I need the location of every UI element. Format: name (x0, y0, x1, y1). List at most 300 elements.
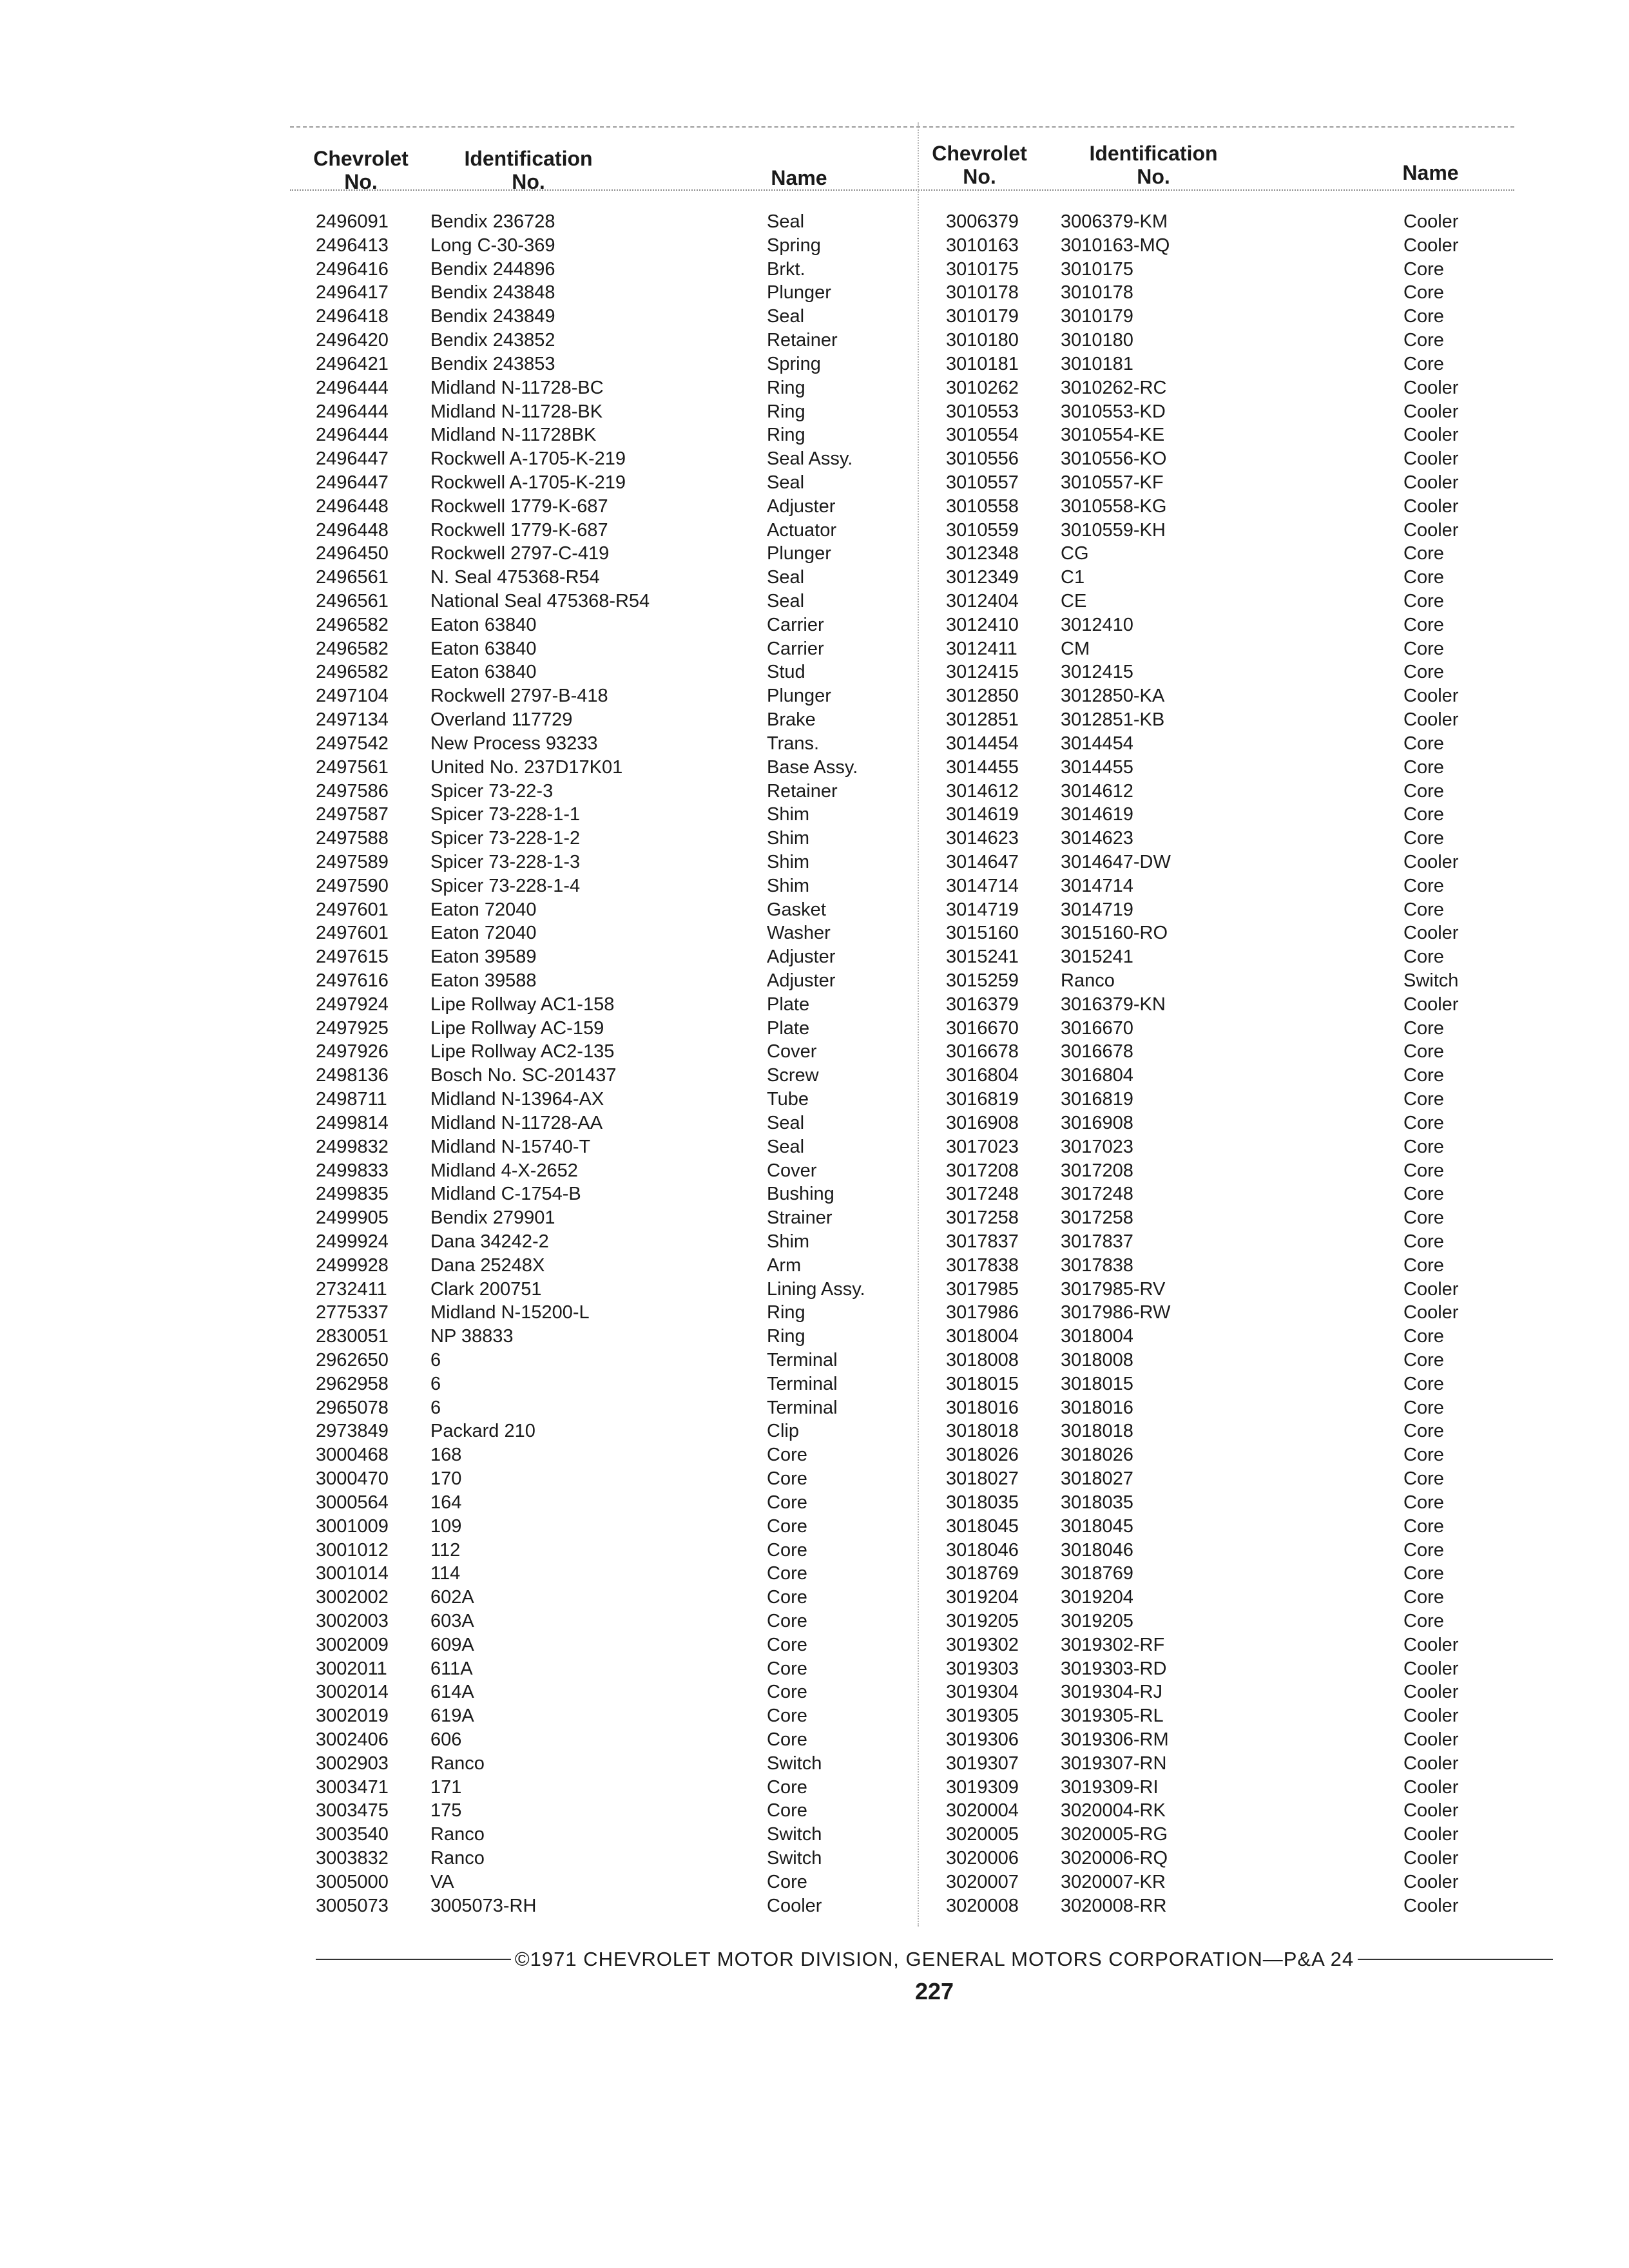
identification-no: 6 (430, 1397, 441, 1418)
part-name: Core (1403, 1397, 1444, 1418)
table-row (946, 1396, 1526, 1420)
chevrolet-no: 3002009 (316, 1634, 389, 1655)
identification-no: Spicer 73-228-1-3 (430, 851, 581, 872)
identification-no: 164 (430, 1492, 462, 1513)
chevrolet-no: 2499924 (316, 1231, 389, 1252)
identification-no: CM (1061, 638, 1090, 659)
part-name: Core (1403, 1350, 1444, 1370)
part-name: Bushing (767, 1184, 834, 1205)
identification-no: 3018015 (1061, 1373, 1133, 1394)
chevrolet-no: 3001009 (316, 1515, 389, 1537)
table-row (946, 519, 1526, 543)
table-row (316, 1633, 896, 1657)
part-name: Shim (767, 875, 810, 896)
right-header-identification-no: Identification No. (1089, 142, 1218, 188)
table-row (316, 827, 896, 850)
part-name: Seal Assy. (767, 448, 853, 470)
chevrolet-no: 3006379 (946, 211, 1019, 232)
chevrolet-no: 3017248 (946, 1184, 1019, 1205)
chevrolet-no: 3016678 (946, 1041, 1019, 1062)
table-row (316, 305, 896, 329)
part-name: Core (1403, 1041, 1444, 1062)
chevrolet-no: 2496420 (316, 330, 389, 351)
table-row (946, 732, 1526, 756)
identification-no: Rockwell A-1705-K-219 (430, 472, 626, 493)
table-row (316, 1017, 896, 1041)
table-row (946, 1064, 1526, 1088)
identification-no: 3010262-RC (1061, 377, 1167, 398)
table-row (946, 329, 1526, 352)
chevrolet-no: 3018008 (946, 1350, 1019, 1370)
part-name: Cooler (1403, 448, 1459, 470)
part-name: Plunger (767, 686, 831, 707)
identification-no: 175 (430, 1800, 462, 1821)
identification-no: Eaton 39588 (430, 970, 537, 991)
identification-no: Rockwell 2797-B-418 (430, 686, 608, 707)
part-name: Switch (1403, 970, 1459, 991)
table-row (946, 376, 1526, 400)
identification-no: 3019302-RF (1061, 1634, 1165, 1655)
chevrolet-no: 2497590 (316, 875, 389, 896)
right-header-name: Name (1402, 161, 1459, 184)
part-name: Cover (767, 1041, 817, 1062)
part-name: Cooler (1403, 1729, 1459, 1750)
table-row (946, 1728, 1526, 1752)
part-name: Cooler (1403, 401, 1459, 422)
identification-no: 3020006-RQ (1061, 1848, 1168, 1869)
chevrolet-no: 3012348 (946, 543, 1019, 564)
chevrolet-no: 3014714 (946, 875, 1019, 896)
chevrolet-no: 3000564 (316, 1492, 389, 1513)
part-name: Core (1403, 1515, 1444, 1537)
chevrolet-no: 3000470 (316, 1468, 389, 1490)
table-row (946, 1182, 1526, 1206)
part-name: Core (767, 1539, 807, 1561)
identification-no: 3014454 (1061, 733, 1133, 754)
part-name: Cooler (1403, 519, 1459, 541)
table-row (316, 590, 896, 613)
part-name: Core (767, 1658, 807, 1679)
identification-no: 3019307-RN (1061, 1753, 1167, 1774)
identification-no: 3010180 (1061, 330, 1133, 351)
part-name: Cooler (1403, 495, 1459, 517)
chevrolet-no: 2497616 (316, 970, 389, 991)
table-row (946, 1847, 1526, 1870)
identification-no: 3019204 (1061, 1587, 1133, 1608)
chevrolet-no: 2775337 (316, 1302, 389, 1323)
part-name: Core (1403, 662, 1444, 683)
part-name: Core (1403, 638, 1444, 659)
chevrolet-no: 2497586 (316, 780, 389, 802)
identification-no: New Process 93233 (430, 733, 598, 754)
chevrolet-no: 3018046 (946, 1539, 1019, 1561)
identification-no: Rockwell 1779-K-687 (430, 495, 608, 517)
footer-copyright: ©1971 CHEVROLET MOTOR DIVISION, GENERAL MOTORS CORPORATION—P&A 24 (514, 1948, 1354, 1970)
part-name: Core (1403, 1184, 1444, 1205)
table-row (316, 1111, 896, 1135)
chevrolet-no: 3012850 (946, 686, 1019, 707)
chevrolet-no: 3019306 (946, 1729, 1019, 1750)
table-row (316, 874, 896, 898)
identification-no: 611A (430, 1658, 473, 1679)
chevrolet-no: 3002003 (316, 1610, 389, 1631)
table-row (946, 660, 1526, 684)
identification-no: 3010557-KF (1061, 472, 1164, 493)
table-row (946, 423, 1526, 447)
table-row (946, 1680, 1526, 1704)
part-name: Core (1403, 756, 1444, 778)
table-row (316, 566, 896, 590)
identification-no: 3010558-KG (1061, 495, 1167, 517)
part-name: Core (767, 1800, 807, 1821)
identification-no: 3015160-RO (1061, 923, 1168, 944)
identification-no: 3019305-RL (1061, 1706, 1164, 1727)
table-row (946, 1278, 1526, 1302)
part-name: Core (1403, 1136, 1444, 1157)
identification-no: 3010179 (1061, 306, 1133, 327)
table-row (316, 945, 896, 969)
table-row (946, 495, 1526, 519)
part-name: Switch (767, 1848, 822, 1869)
table-row (316, 1064, 896, 1088)
part-name: Clip (767, 1421, 799, 1442)
chevrolet-no: 3003540 (316, 1824, 389, 1845)
identification-no: Spicer 73-228-1-4 (430, 875, 581, 896)
chevrolet-no: 3019204 (946, 1587, 1019, 1608)
identification-no: Midland N-13964-AX (430, 1089, 604, 1110)
chevrolet-no: 2496447 (316, 448, 389, 470)
chevrolet-no: 3012411 (946, 638, 1017, 659)
part-name: Core (1403, 1373, 1444, 1394)
part-name: Core (1403, 258, 1444, 280)
chevrolet-no: 2496091 (316, 211, 389, 232)
table-row (946, 471, 1526, 495)
part-name: Seal (767, 1136, 805, 1157)
part-name: Core (1403, 733, 1444, 754)
table-row (946, 1017, 1526, 1041)
identification-no: 3015241 (1061, 947, 1133, 968)
chevrolet-no: 3010558 (946, 495, 1019, 517)
chevrolet-no: 3010180 (946, 330, 1019, 351)
identification-no: National Seal 475368-R54 (430, 591, 650, 611)
identification-no: Eaton 63840 (430, 614, 537, 635)
table-row (316, 1419, 896, 1443)
chevrolet-no: 3019305 (946, 1706, 1019, 1727)
table-row (946, 566, 1526, 590)
part-name: Core (1403, 1539, 1444, 1561)
identification-no: 3020008-RR (1061, 1895, 1167, 1916)
chevrolet-no: 2499814 (316, 1112, 389, 1133)
chevrolet-no: 3017208 (946, 1160, 1019, 1181)
identification-no: 3018769 (1061, 1563, 1133, 1584)
table-row (946, 1254, 1526, 1278)
part-name: Cooler (1403, 472, 1459, 493)
part-name: Adjuster (767, 970, 836, 991)
table-row (316, 281, 896, 305)
identification-no: 3018016 (1061, 1397, 1133, 1418)
chevrolet-no: 2496421 (316, 353, 389, 374)
part-name: Core (1403, 1610, 1444, 1631)
chevrolet-no: 2499905 (316, 1207, 389, 1229)
part-name: Core (1403, 1089, 1444, 1110)
chevrolet-no: 2973849 (316, 1421, 389, 1442)
chevrolet-no: 2496447 (316, 472, 389, 493)
chevrolet-no: 2496444 (316, 377, 389, 398)
identification-no: 602A (430, 1587, 474, 1608)
table-row (316, 471, 896, 495)
table-row (316, 1799, 896, 1823)
identification-no: Midland C-1754-B (430, 1184, 581, 1205)
part-name: Core (767, 1871, 807, 1892)
part-name: Switch (767, 1824, 822, 1845)
chevrolet-no: 3014454 (946, 733, 1019, 754)
part-name: Core (767, 1776, 807, 1798)
part-name: Cooler (1403, 1706, 1459, 1727)
identification-no: 3010559-KH (1061, 519, 1166, 541)
table-row (946, 258, 1526, 282)
chevrolet-no: 3014647 (946, 851, 1019, 872)
table-row (946, 874, 1526, 898)
table-row (946, 1823, 1526, 1847)
part-name: Cooler (1403, 1302, 1459, 1323)
part-name: Plunger (767, 543, 831, 564)
part-name: Core (1403, 1468, 1444, 1490)
identification-no: 3019303-RD (1061, 1658, 1167, 1679)
identification-no: Rockwell 1779-K-687 (430, 519, 608, 541)
identification-no: Bendix 244896 (430, 258, 555, 280)
right-parts-table (946, 210, 1526, 1918)
table-row (316, 400, 896, 424)
part-name: Cooler (1403, 1800, 1459, 1821)
chevrolet-no: 3012415 (946, 662, 1019, 683)
table-row (316, 756, 896, 780)
table-row (316, 1159, 896, 1183)
part-name: Spring (767, 353, 821, 374)
part-name: Shim (767, 804, 810, 825)
chevrolet-no: 3019303 (946, 1658, 1019, 1679)
identification-no: Clark 200751 (430, 1278, 542, 1300)
part-name: Switch (767, 1753, 822, 1774)
table-row (316, 1870, 896, 1894)
part-name: Terminal (767, 1397, 838, 1418)
part-name: Cooler (1403, 1753, 1459, 1774)
chevrolet-no: 2497104 (316, 686, 389, 707)
chevrolet-no: 2498136 (316, 1065, 389, 1086)
identification-no: 3005073-RH (430, 1895, 537, 1916)
part-name: Seal (767, 1112, 805, 1133)
table-row (946, 684, 1526, 708)
table-row (946, 1752, 1526, 1776)
part-name: Ring (767, 401, 805, 422)
identification-no: Bendix 236728 (430, 211, 555, 232)
part-name: Cooler (1403, 686, 1459, 707)
chevrolet-no: 2732411 (316, 1278, 387, 1300)
chevrolet-no: 2496413 (316, 235, 389, 256)
table-row (316, 542, 896, 566)
table-row (316, 1776, 896, 1800)
left-header-identification-no: Identification No. (464, 147, 593, 193)
identification-no: 3019205 (1061, 1610, 1133, 1631)
chevrolet-no: 2499835 (316, 1184, 389, 1205)
chevrolet-no: 3002406 (316, 1729, 389, 1750)
table-row (946, 827, 1526, 850)
identification-no: Lipe Rollway AC1-158 (430, 994, 615, 1015)
identification-no: 171 (430, 1776, 462, 1798)
chevrolet-no: 3017985 (946, 1278, 1019, 1300)
chevrolet-no: 2497925 (316, 1017, 389, 1039)
part-name: Core (1403, 899, 1444, 920)
part-name: Adjuster (767, 495, 836, 517)
chevrolet-no: 2497588 (316, 828, 389, 849)
chevrolet-no: 2496448 (316, 519, 389, 541)
identification-no: 6 (430, 1350, 441, 1370)
column-separator (918, 122, 919, 1927)
identification-no: Bendix 243852 (430, 330, 555, 351)
part-name: Core (1403, 1492, 1444, 1513)
identification-no: 609A (430, 1634, 474, 1655)
identification-no: 3020005-RG (1061, 1824, 1168, 1845)
identification-no: 619A (430, 1706, 474, 1727)
chevrolet-no: 3016819 (946, 1089, 1019, 1110)
chevrolet-no: 3014719 (946, 899, 1019, 920)
part-name: Cooler (1403, 1848, 1459, 1869)
chevrolet-no: 3012410 (946, 614, 1019, 635)
chevrolet-no: 2497601 (316, 899, 389, 920)
table-row (946, 1491, 1526, 1515)
identification-no: Ranco (430, 1824, 485, 1845)
table-row (316, 803, 896, 827)
identification-no: 3018026 (1061, 1445, 1133, 1466)
part-name: Strainer (767, 1207, 833, 1229)
identification-no: C1 (1061, 567, 1085, 588)
chevrolet-no: 2965078 (316, 1397, 389, 1418)
identification-no: 3010553-KD (1061, 401, 1166, 422)
table-row (946, 1230, 1526, 1254)
table-row (946, 542, 1526, 566)
identification-no: 3019309-RI (1061, 1776, 1159, 1798)
identification-no: 3017838 (1061, 1254, 1133, 1276)
chevrolet-no: 2496582 (316, 614, 389, 635)
table-row (946, 1040, 1526, 1064)
chevrolet-no: 3018026 (946, 1445, 1019, 1466)
footer (316, 1948, 1553, 1971)
part-name: Ring (767, 425, 805, 446)
part-name: Washer (767, 923, 831, 944)
table-row (946, 234, 1526, 258)
table-row (946, 1419, 1526, 1443)
chevrolet-no: 3015259 (946, 970, 1019, 991)
identification-no: 3014612 (1061, 780, 1133, 802)
part-name: Core (767, 1634, 807, 1655)
identification-no: 3006379-KM (1061, 211, 1168, 232)
chevrolet-no: 3002011 (316, 1658, 387, 1679)
chevrolet-no: 3020006 (946, 1848, 1019, 1869)
table-row (946, 969, 1526, 993)
chevrolet-no: 3018016 (946, 1397, 1019, 1418)
table-row (316, 1182, 896, 1206)
identification-no: 109 (430, 1515, 462, 1537)
footer-rule-left (316, 1959, 511, 1960)
part-name: Core (1403, 1207, 1444, 1229)
chevrolet-no: 3016670 (946, 1017, 1019, 1039)
identification-no: 3014719 (1061, 899, 1133, 920)
identification-no: Eaton 72040 (430, 923, 537, 944)
part-name: Core (1403, 1421, 1444, 1442)
table-row (316, 1680, 896, 1704)
part-name: Core (767, 1468, 807, 1490)
part-name: Cooler (1403, 923, 1459, 944)
identification-no: 3018046 (1061, 1539, 1133, 1561)
table-row (946, 613, 1526, 637)
identification-no: 3018018 (1061, 1421, 1133, 1442)
chevrolet-no: 2496444 (316, 425, 389, 446)
table-row (316, 495, 896, 519)
part-name: Cooler (1403, 851, 1459, 872)
table-row (946, 637, 1526, 661)
table-row (946, 1586, 1526, 1610)
chevrolet-no: 2496418 (316, 306, 389, 327)
identification-no: 3020004-RK (1061, 1800, 1166, 1821)
chevrolet-no: 3005073 (316, 1895, 389, 1916)
chevrolet-no: 2499833 (316, 1160, 389, 1181)
part-name: Core (1403, 543, 1444, 564)
part-name: Seal (767, 591, 805, 611)
table-row (316, 993, 896, 1017)
part-name: Plate (767, 994, 810, 1015)
table-row (316, 1823, 896, 1847)
chevrolet-no: 3010262 (946, 377, 1019, 398)
table-row (316, 660, 896, 684)
part-name: Core (767, 1729, 807, 1750)
identification-no: 3014714 (1061, 875, 1133, 896)
table-row (316, 1088, 896, 1111)
table-row (316, 519, 896, 543)
part-name: Core (1403, 1563, 1444, 1584)
part-name: Brake (767, 709, 816, 731)
chevrolet-no: 3002002 (316, 1587, 389, 1608)
part-name: Shim (767, 1231, 810, 1252)
identification-no: Overland 117729 (430, 709, 573, 731)
chevrolet-no: 3017837 (946, 1231, 1019, 1252)
part-name: Terminal (767, 1350, 838, 1370)
identification-no: Lipe Rollway AC2-135 (430, 1041, 615, 1062)
part-name: Core (767, 1563, 807, 1584)
chevrolet-no: 2497561 (316, 756, 389, 778)
part-name: Cover (767, 1160, 817, 1181)
chevrolet-no: 2962958 (316, 1373, 389, 1394)
identification-no: Bosch No. SC-201437 (430, 1065, 617, 1086)
identification-no: 3016678 (1061, 1041, 1133, 1062)
part-name: Seal (767, 306, 805, 327)
identification-no: 3016804 (1061, 1065, 1133, 1086)
left-parts-table (316, 210, 896, 1918)
chevrolet-no: 3010179 (946, 306, 1019, 327)
identification-no: 3010556-KO (1061, 448, 1167, 470)
table-row (316, 1562, 896, 1586)
identification-no: 3012851-KB (1061, 709, 1165, 731)
table-row (946, 780, 1526, 803)
table-row (946, 1467, 1526, 1491)
identification-no: 3017248 (1061, 1184, 1133, 1205)
identification-no: Eaton 72040 (430, 899, 537, 920)
table-row (946, 898, 1526, 922)
identification-no: 3016670 (1061, 1017, 1133, 1039)
part-name: Base Assy. (767, 756, 858, 778)
header-rule (290, 189, 1514, 191)
identification-no: CE (1061, 591, 1087, 611)
identification-no: Spicer 73-228-1-1 (430, 804, 581, 825)
identification-no: 3014647-DW (1061, 851, 1171, 872)
